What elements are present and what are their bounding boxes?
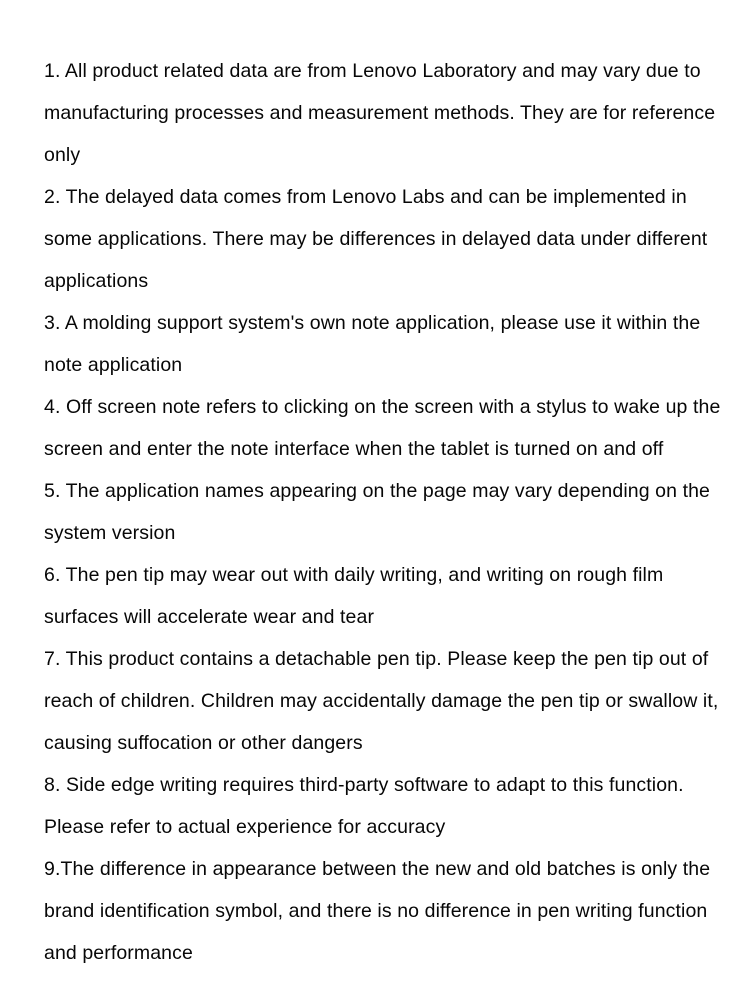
note-line: 9.The difference in appearance between the new and old batches is only the [44, 858, 711, 880]
note-item-3 [44, 302, 722, 386]
note-item-7 [44, 638, 722, 764]
note-line: note application [44, 354, 183, 376]
note-line: 6. The pen tip may wear out with daily writing, and writing on rough film [44, 564, 664, 586]
note-line: surfaces will accelerate wear and tear [44, 606, 375, 628]
note-line: 8. Side edge writing requires third-party software to adapt to this function. [44, 774, 684, 796]
note-item-9 [44, 848, 722, 974]
note-line: only [44, 144, 81, 166]
note-item-8 [44, 764, 722, 848]
note-line: 5. The application names appearing on the page may vary depending on the [44, 480, 710, 502]
note-item-4 [44, 386, 722, 470]
note-item-1 [44, 50, 722, 176]
note-line: reach of children. Children may accidentally damage the pen tip or swallow it, [44, 690, 719, 712]
note-item-5 [44, 470, 722, 554]
note-line: 7. This product contains a detachable pen tip. Please keep the pen tip out of [44, 648, 709, 670]
note-line: some applications. There may be differences in delayed data under different [44, 228, 708, 250]
note-item-6 [44, 554, 722, 638]
note-line: 3. A molding support system's own note application, please use it within the [44, 312, 701, 334]
note-line: screen and enter the note interface when the tablet is turned on and off [44, 438, 664, 460]
note-line: 2. The delayed data comes from Lenovo Labs and can be implemented in [44, 186, 687, 208]
note-line: manufacturing processes and measurement methods. They are for reference [44, 102, 716, 124]
note-line: and performance [44, 942, 193, 964]
note-line: 4. Off screen note refers to clicking on the screen with a stylus to wake up the [44, 396, 721, 418]
note-line: applications [44, 270, 149, 292]
note-line: system version [44, 522, 176, 544]
note-item-2 [44, 176, 722, 302]
note-line: 1. All product related data are from Lenovo Laboratory and may vary due to [44, 60, 701, 82]
note-line: brand identification symbol, and there is no difference in pen writing function [44, 900, 708, 922]
note-line: causing suffocation or other dangers [44, 732, 363, 754]
note-line: Please refer to actual experience for accuracy [44, 816, 446, 838]
